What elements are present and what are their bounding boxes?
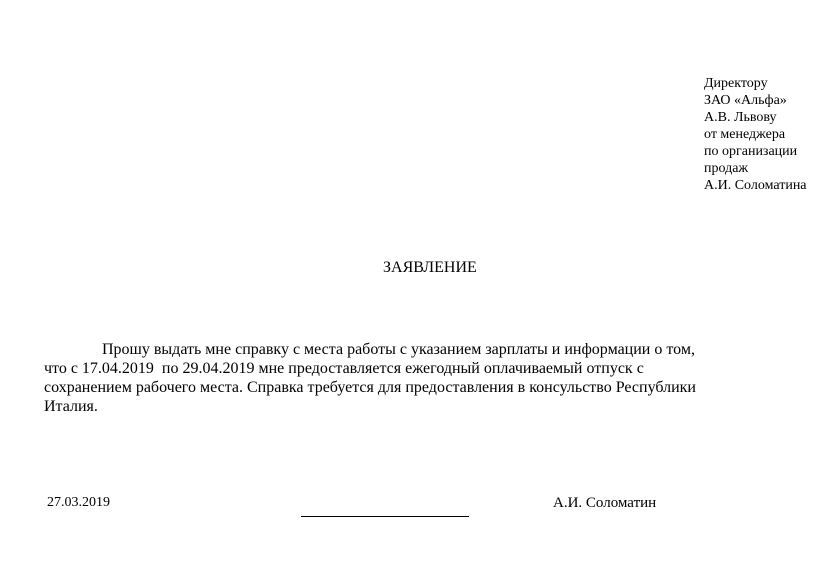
signer-name: А.И. Соломатин xyxy=(553,495,657,511)
sender-department-cont: продаж xyxy=(704,161,749,176)
body-line-4: Италия. xyxy=(44,398,98,415)
sender-position: от менеджера xyxy=(704,127,786,142)
addressee-name: А.В. Львову xyxy=(704,110,777,125)
sender-name: А.И. Соломатина xyxy=(704,178,807,193)
signature-line xyxy=(301,516,469,517)
document-title: ЗАЯВЛЕНИЕ xyxy=(383,259,477,276)
addressee-company: ЗАО «Альфа» xyxy=(704,93,787,108)
body-line-3: сохранением рабочего места. Справка требуется для предоставления в консульство Республики xyxy=(44,379,696,396)
sender-department: по организации xyxy=(704,144,798,159)
addressee-position: Директору xyxy=(704,76,768,91)
addressee-block xyxy=(704,75,807,194)
document-body xyxy=(44,340,788,416)
body-line-1: Прошу выдать мне справку с места работы с указанием зарплаты и информации о том, xyxy=(102,341,695,358)
body-line-2: что с 17.04.2019 по 29.04.2019 мне предоставляется ежегодный оплачиваемый отпуск с xyxy=(44,360,644,377)
document-date: 27.03.2019 xyxy=(47,495,110,510)
